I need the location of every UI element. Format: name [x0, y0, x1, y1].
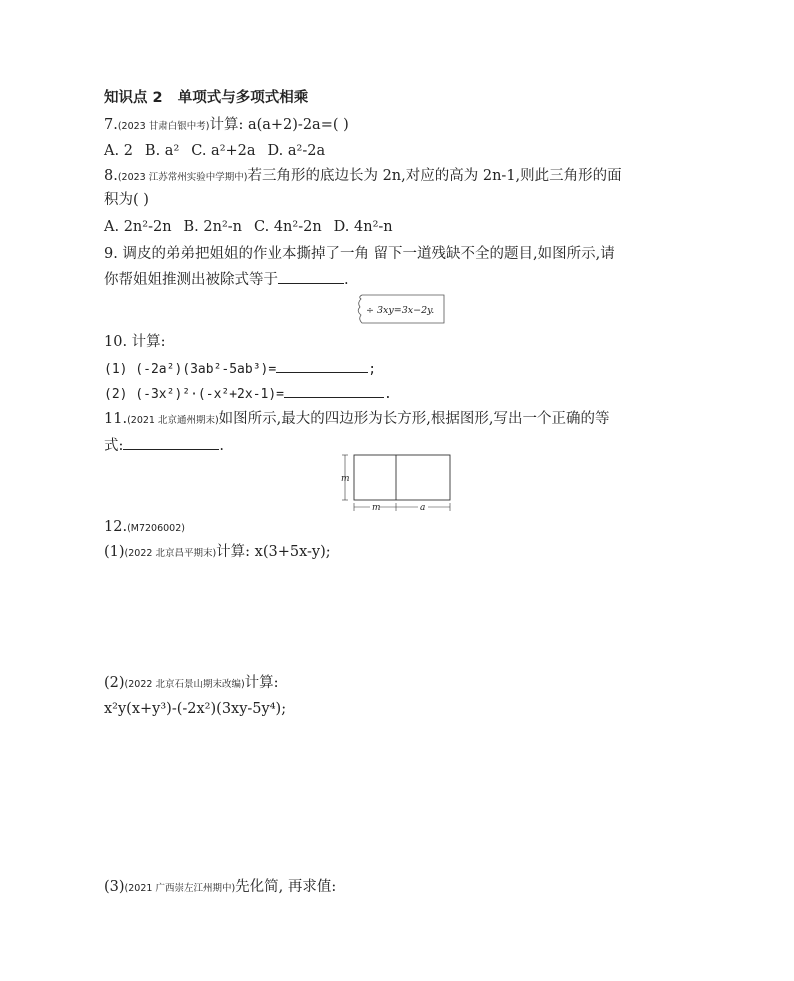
q10-sub2-end: .	[384, 387, 392, 402]
q11-source: (2021 北京通州期末)	[127, 415, 219, 426]
q8-number: 8.	[104, 168, 118, 184]
q12-sub3	[104, 877, 336, 899]
q11-text-line2: 式:	[104, 438, 124, 454]
bottom-right-label: a	[420, 503, 426, 513]
q10-sub1-blank[interactable]	[276, 358, 368, 373]
q11-number: 11.	[104, 411, 128, 427]
question-8	[104, 166, 622, 188]
q7-number: 7.	[104, 117, 118, 133]
q10-sub2-expr: (2) (-3x²)²·(-x²+2x-1)=	[104, 387, 285, 402]
q7-options	[104, 141, 337, 161]
q12-sub2	[104, 673, 279, 695]
q12-sub3-prefix: (3)	[104, 879, 125, 895]
torn-paper-text: ÷ 3xy=3x−2y.	[366, 305, 435, 316]
q8-text-line1: 若三角形的底边长为 2n,对应的高为 2n-1,则此三角形的面	[247, 168, 622, 184]
q12-sub1-text: 计算: x(3+5x-y);	[216, 544, 331, 560]
q8-option-a: A. 2n²-2n	[104, 219, 172, 235]
q7-text: 计算: a(a+2)-2a=( )	[209, 117, 349, 133]
q12-sub1-prefix: (1)	[104, 544, 125, 560]
q12-sub2-text: 计算:	[244, 675, 279, 691]
q10-title: 10. 计算:	[104, 334, 166, 350]
q11-answer-blank[interactable]	[123, 435, 219, 450]
section-title: 单项式与多项式相乘	[177, 90, 309, 106]
q12-sub2-source: (2022 北京石景山期末改编)	[124, 679, 245, 690]
question-12	[104, 517, 185, 539]
q9-answer-blank[interactable]	[278, 269, 344, 284]
q7-option-c: C. a²+2a	[191, 143, 256, 159]
q12-sub3-source: (2021 广西崇左江州期中)	[124, 883, 236, 894]
q12-sub1-source: (2022 北京昌平期末)	[124, 548, 217, 559]
q9-period: .	[344, 272, 349, 288]
bottom-left-label: m	[372, 503, 381, 513]
q12-sub2-expression: x²y(x+y³)-(-2x²)(3xy-5y⁴);	[104, 701, 287, 717]
q8-option-c: C. 4n²-2n	[254, 219, 322, 235]
section-heading	[104, 88, 308, 108]
q10-sub2	[104, 383, 392, 405]
torn-paper-figure	[352, 293, 446, 325]
q12-sub1	[104, 542, 331, 564]
q10-sub1-expr: (1) (-2a²)(3ab²-5ab³)=	[104, 362, 277, 377]
section-number: 知识点 2	[104, 90, 163, 106]
question-7	[104, 115, 349, 137]
q10-sub2-blank[interactable]	[284, 383, 384, 398]
q9-line2	[104, 269, 349, 290]
q10-sub1-end: ;	[368, 362, 377, 377]
q11-line2	[104, 435, 224, 456]
q8-options	[104, 217, 405, 237]
q8-source: (2023 江苏常州实验中学期中)	[117, 172, 248, 183]
q7-source: (2023 甘肃白银中考)	[117, 121, 210, 132]
q12-number: 12.	[104, 519, 128, 535]
q9-line1: 9. 调皮的弟弟把姐姐的作业本撕掉了一角 留下一道残缺不全的题目,如图所示,请	[104, 246, 615, 262]
q8-option-d: D. 4n²-n	[333, 219, 393, 235]
q9-line2-text: 你帮姐姐推测出被除式等于	[104, 272, 278, 288]
rectangle-figure	[338, 452, 458, 514]
q12-code: (M7206002)	[127, 523, 185, 534]
q8-option-b: B. 2n²-n	[183, 219, 243, 235]
q11-period: .	[219, 438, 224, 454]
q12-sub3-text: 先化简, 再求值:	[235, 879, 337, 895]
height-label: m	[341, 474, 350, 484]
q12-sub2-prefix: (2)	[104, 675, 125, 691]
question-11	[104, 409, 610, 431]
q7-option-b: B. a²	[144, 143, 180, 159]
q8-text-line2: 积为( )	[104, 192, 149, 208]
q7-option-a: A. 2	[104, 143, 133, 159]
q11-text-line1: 如图所示,最大的四边形为长方形,根据图形,写出一个正确的等	[218, 411, 610, 427]
q7-option-d: D. a²-2a	[267, 143, 326, 159]
q10-sub1	[104, 358, 376, 380]
